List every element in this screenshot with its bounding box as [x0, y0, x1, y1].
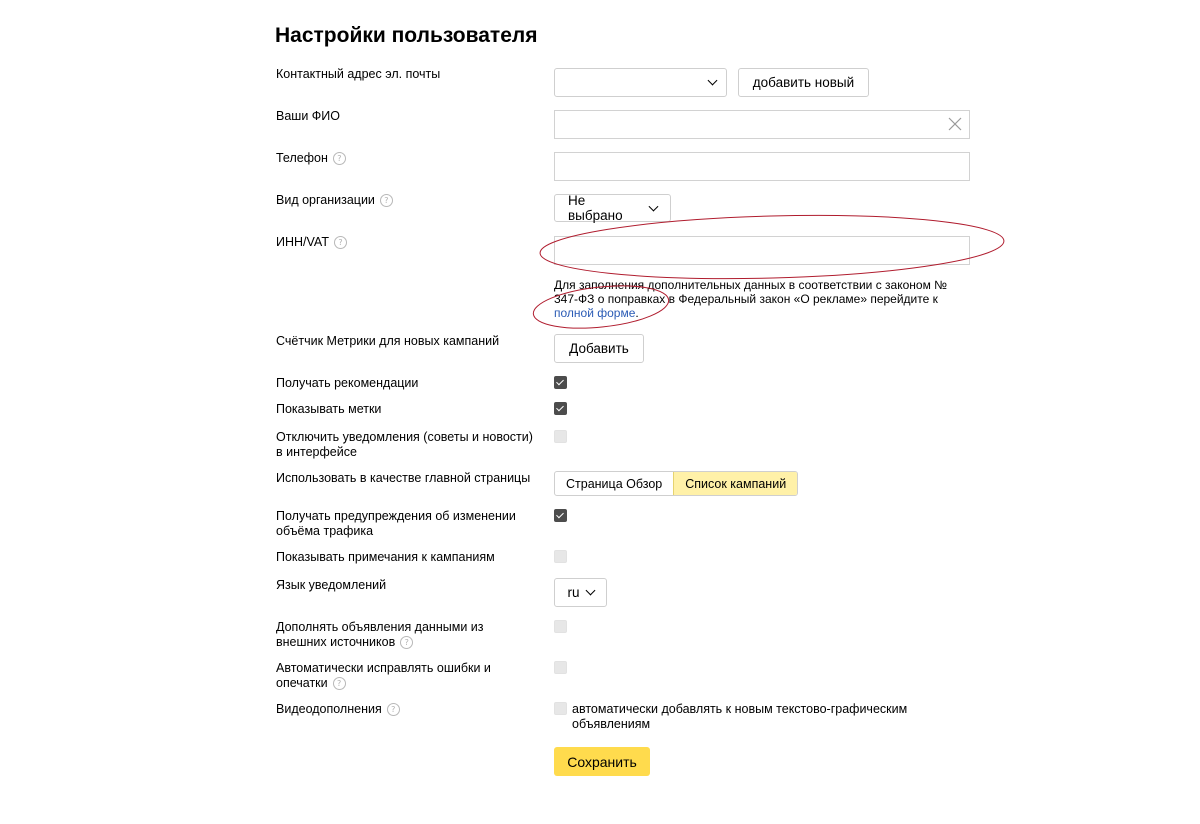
phone-label: Телефон ?: [276, 151, 536, 166]
fio-input[interactable]: [554, 110, 970, 139]
segment-overview[interactable]: Страница Обзор: [566, 476, 663, 491]
org-type-label: Вид организации ?: [276, 193, 536, 208]
campaign-notes-checkbox[interactable]: [554, 550, 567, 563]
traffic-warnings-checkbox[interactable]: [554, 509, 567, 522]
show-labels-label: Показывать метки: [276, 402, 382, 416]
main-page-label: Использовать в качестве главной страницы: [276, 471, 531, 485]
chevron-down-icon: [585, 586, 595, 596]
inn-label: ИНН/VAT ?: [276, 235, 536, 250]
campaign-notes-label: Показывать примечания к кампаниям: [276, 550, 495, 564]
email-label: Контактный адрес эл. почты: [276, 67, 441, 81]
recommendations-label: Получать рекомендации: [276, 376, 419, 390]
email-select[interactable]: [554, 68, 727, 97]
traffic-warnings-label: Получать предупреждения об изменении объёма трафика: [276, 509, 516, 538]
video-checkbox-label: автоматически добавлять к новым текстово-графическим объявлениям: [572, 702, 908, 731]
external-data-label: Дополнять объявления данными из внешних источников ?: [276, 620, 484, 649]
segment-campaigns[interactable]: Список кампаний: [673, 472, 797, 495]
video-label: Видеодополнения ?: [276, 702, 536, 717]
question-circle-icon[interactable]: ?: [400, 636, 413, 649]
autocorrect-checkbox[interactable]: [554, 661, 567, 674]
question-circle-icon[interactable]: ?: [333, 677, 346, 690]
question-circle-icon[interactable]: ?: [387, 703, 400, 716]
save-button[interactable]: Сохранить: [554, 747, 650, 776]
add-metrika-button[interactable]: Добавить: [554, 334, 644, 363]
question-circle-icon[interactable]: ?: [333, 152, 346, 165]
full-form-link[interactable]: полной форме: [554, 306, 636, 320]
notify-lang-select[interactable]: [554, 578, 607, 607]
question-circle-icon[interactable]: ?: [380, 194, 393, 207]
notify-lang-label: Язык уведомлений: [276, 578, 387, 592]
disable-notifications-label: Отключить уведомления (советы и новости) в интерфейсе: [276, 430, 533, 459]
show-labels-checkbox[interactable]: [554, 402, 567, 415]
phone-input[interactable]: [554, 152, 970, 181]
add-email-button[interactable]: добавить новый: [738, 68, 869, 97]
close-icon[interactable]: [947, 116, 963, 132]
chevron-down-icon: [649, 201, 659, 211]
chevron-down-icon: [708, 76, 718, 86]
notify-lang-value: ru: [567, 585, 580, 600]
recommendations-checkbox[interactable]: [554, 376, 567, 389]
video-checkbox[interactable]: [554, 702, 567, 715]
org-type-select[interactable]: [554, 194, 671, 222]
autocorrect-label: Автоматически исправлять ошибки и опечатки ?: [276, 661, 491, 690]
main-page-switch: [554, 471, 798, 496]
metrika-label: Счётчик Метрики для новых кампаний: [276, 334, 500, 348]
fio-label: Ваши ФИО: [276, 109, 340, 123]
disable-notifications-checkbox[interactable]: [554, 430, 567, 443]
question-circle-icon[interactable]: ?: [334, 236, 347, 249]
inn-input[interactable]: [554, 236, 970, 265]
external-data-checkbox[interactable]: [554, 620, 567, 633]
page-title: Настройки пользователя: [275, 24, 538, 47]
org-type-value: Не выбрано: [568, 193, 623, 223]
inn-note: Для заполнения дополнительных данных в соответствии с законом № 347-ФЗ о поправках в Федеральный закон «О рекламе» перейдите к полной форме.: [554, 278, 948, 320]
